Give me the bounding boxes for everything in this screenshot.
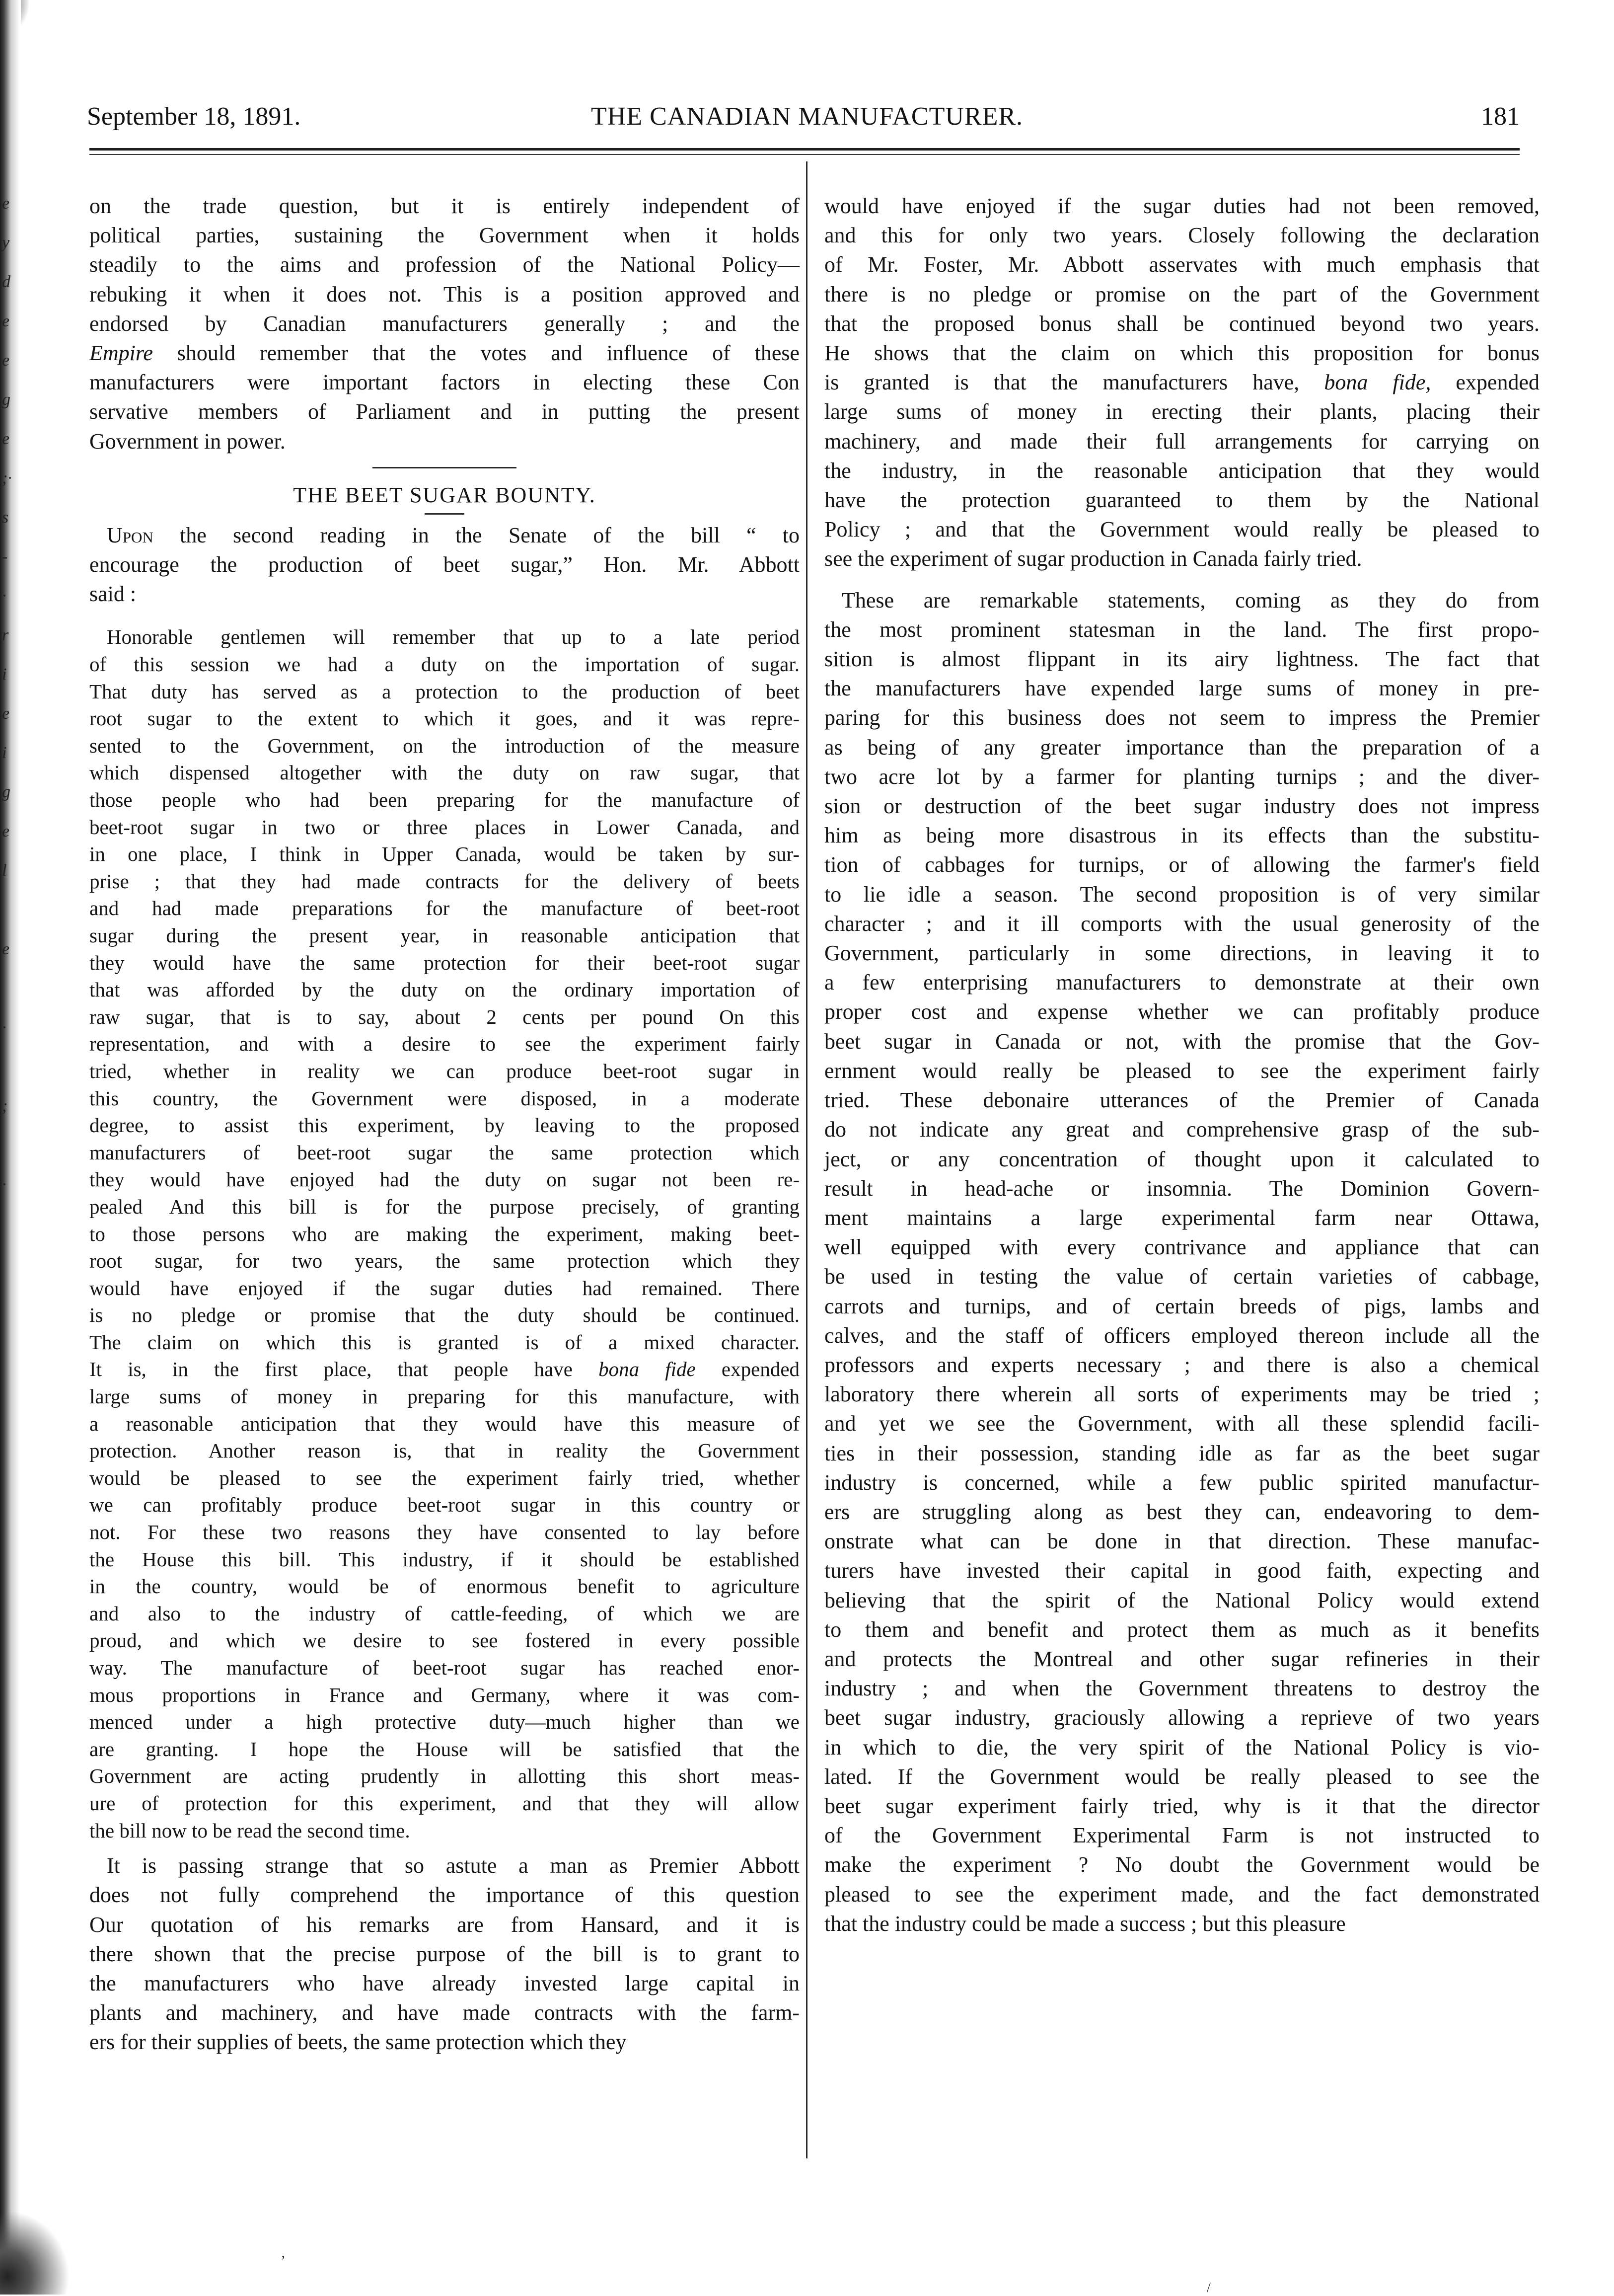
text-line: the House this bill. This industry, if it should be established [89,1547,800,1571]
text-line: sugar during the present year, in reasonable anticipation that [89,923,800,947]
text-line: root sugar, for two years, the same protection which they [89,1249,800,1273]
text-line: that the proposed bonus shall be continued beyond two years. [824,311,1540,336]
text-line: beet sugar in Canada or not, with the promise that the Gov- [824,1029,1540,1054]
text-line: on the trade question, but it is entirely independent of [89,194,800,218]
text-line: this country, the Government were disposed, in a moderate [89,1086,800,1110]
text-line: manufacturers were important factors in electing these Con [89,370,800,395]
margin-letter: · [2,1175,6,1194]
text-line: large sums of money in preparing for this manufacture, with [89,1385,800,1408]
margin-letter: e [2,194,10,213]
text-line: they would have the same protection for their beet-root sugar [89,951,800,974]
scan-shadow-bottom [0,2206,74,2295]
text-line: beet sugar industry, graciously allowing a reprieve of two years [824,1705,1540,1730]
text-line: two acre lot by a farmer for planting turnips ; and the diver- [824,764,1540,789]
margin-letter: · [2,587,6,605]
text-line: ers for their supplies of beets, the same protection which they [89,2030,627,2055]
text-line: encourage the production of beet sugar,” Hon. Mr. Abbott [89,552,800,577]
margin-letter: r [2,626,9,644]
text-line: of the Government Experimental Farm is not instructed to [824,1823,1540,1848]
text-line: It is passing strange that so astute a man as Premier Abbott [107,1853,800,1878]
senate-quotation [89,623,800,1844]
text-line: root sugar to the extent to which it goes, and it was repre- [89,707,800,730]
text-line: is no pledge or promise that the duty should be continued. [89,1303,800,1327]
margin-letter: ; [2,1097,8,1115]
text-line: The claim on which this is granted is of a mixed character. [89,1330,800,1354]
text-line: and had made preparations for the manufacture of beet-root [89,897,800,920]
margin-letter: s [2,508,9,527]
text-line: to lie idle a season. The second proposition is of very similar [824,882,1540,907]
text-line: Our quotation of his remarks are from Hansard, and it is [89,1912,800,1937]
text-line: would have enjoyed if the sugar duties had not been removed, [824,194,1540,218]
text-line: Government, particularly in some directions, in leaving it to [824,941,1540,966]
text-line: ment maintains a large experimental farm near Ottawa, [824,1205,1540,1230]
text-line: tried. These debonaire utterances of the Premier of Canada [824,1088,1540,1113]
paragraph-gap [89,609,800,623]
text-line: paring for this business does not seem to impress the Premier [824,705,1540,730]
text-line: to them and benefit and protect them as much as it benefits [824,1617,1540,1642]
text-line: tried, whether in reality we can produce beet-root sugar in [89,1059,800,1082]
text-line: the manufacturers have expended large sums of money in pre- [824,676,1540,701]
text-line: those people who had been preparing for the manufacture of [89,788,800,811]
publication-title: THE CANADIAN MANUFACTURER. [591,102,1024,131]
margin-letter [2,1126,17,1165]
text-line: manufacturers of beet-root sugar the same protection which [89,1141,800,1164]
text-line: do not indicate any great and comprehensive grasp of the sub- [824,1117,1540,1142]
margin-letter: l [2,861,7,880]
margin-letter: d [2,273,10,291]
text-line: Honorable gentlemen will remember that up to a late period [107,625,800,649]
text-line: the industry, in the reasonable anticipation that they would [824,458,1540,483]
text-line: of Mr. Foster, Mr. Abbott asservates with much emphasis that [824,252,1540,277]
margin-letter: g [2,390,10,409]
text-line: raw sugar, that is to say, about 2 cents per pound On this [89,1005,800,1028]
text-line: Government are acting prudently in allotting this short meas- [89,1764,800,1788]
margin-letter: e [2,312,10,330]
margin-letter: i [2,665,7,684]
stray-mark: / [1207,2280,1211,2296]
text-line: have the protection guaranteed to them by the National [824,488,1540,513]
text-line: lated. If the Government would be really pleased to see the [824,1764,1540,1789]
text-line: turers have invested their capital in good faith, expecting and [824,1558,1540,1583]
text-line: pleased to see the experiment made, and the fact demonstrated [824,1882,1540,1907]
margin-letter: e [2,704,10,723]
text-line: machinery, and made their full arrangements for carrying on [824,429,1540,454]
margin-letter: i [2,744,7,762]
text-line: beet sugar experiment fairly tried, why is it that the director [824,1793,1540,1818]
text-line: in one place, I think in Upper Canada, would be taken by sur- [89,842,800,866]
margin-letter: e [2,822,10,841]
margin-letter: - [2,547,8,566]
text-line: is granted is that the manufacturers have, bona fide, expended [824,370,1540,395]
text-line: that the industry could be made a success ; but this pleasure [824,1911,1346,1936]
text-line: as being of any greater importance than the preparation of a [824,735,1540,760]
text-line: Policy ; and that the Government would really be pleased to [824,517,1540,542]
text-line: pealed And this bill is for the purpose precisely, of granting [89,1195,800,1218]
text-line: and yet we see the Government, with all these splendid facili- [824,1411,1540,1436]
margin-letter: e [2,940,10,958]
text-line: does not fully comprehend the importance of this question [89,1883,800,1908]
text-line: endorsed by Canadian manufacturers generally ; and the [89,311,800,336]
text-line: Empire should remember that the votes and influence of these [89,341,800,366]
text-line: would be pleased to see the experiment fairly tried, whether [89,1466,800,1489]
text-line: see the experiment of sugar production in Canada fairly tried. [824,546,1362,571]
text-line: calves, and the staff of officers employed thereon include all the [824,1323,1540,1348]
paragraph-gap [89,1844,800,1851]
text-line: He shows that the claim on which this proposition for bonus [824,341,1540,366]
text-line: they would have enjoyed had the duty on sugar not been re- [89,1168,800,1191]
page-number: 181 [1481,102,1520,131]
header-rule-thin [89,154,1520,155]
text-line: well equipped with every contrivance and appliance that can [824,1235,1540,1260]
continued-paragraph [824,191,1540,574]
text-line: ject, or any concentration of thought upon it calculated to [824,1147,1540,1171]
text-line: way. The manufacture of beet-root sugar has reached enor- [89,1656,800,1679]
text-line: ernment would really be pleased to see the experiment fairly [824,1058,1540,1083]
text-line: we can profitably produce beet-root sugar in this country or [89,1493,800,1517]
stray-mark: ʼ [281,2253,286,2269]
text-line: character ; and it ill comports with the usual generosity of the [824,911,1540,936]
text-line: ure of protection for this experiment, and that they will allow [89,1791,800,1815]
text-line: would have enjoyed if the sugar duties had remained. There [89,1276,800,1300]
text-line: there shown that the precise purpose of the bill is to grant to [89,1941,800,1966]
text-line: These are remarkable statements, coming as they do from [842,588,1540,612]
intro-paragraph [89,191,800,456]
text-line: the bill now to be read the second time. [89,1819,410,1842]
margin-letter: e [2,351,10,370]
text-line: beet-root sugar in two or three places in Lower Canada, and [89,815,800,839]
text-line: a few enterprising manufacturers to demonstrate at their own [824,970,1540,995]
text-line: ties in their possession, standing idle as far as the beet sugar [824,1441,1540,1465]
margin-letter [2,969,17,1008]
text-line: are granting. I hope the House will be satisfied that the [89,1737,800,1760]
text-line: in which to die, the very spirit of the National Policy is vio- [824,1735,1540,1760]
text-line: menced under a high protective duty—much higher than we [89,1710,800,1734]
text-line: the manufacturers who have already invested large capital in [89,1971,800,1995]
text-line: industry is concerned, while a few public spirited manufactur- [824,1470,1540,1495]
text-line: professors and experts necessary ; and there is also a chemical [824,1352,1540,1377]
text-line: of this session we had a duty on the importation of sugar. [89,653,800,676]
text-line: tion of cabbages for turnips, or of allowing the farmer's field [824,852,1540,877]
text-line: Upon the second reading in the Senate of the bill “ to [107,523,800,547]
text-line: the most prominent statesman in the land. The first propo- [824,617,1540,642]
closing-paragraph [89,1851,800,2057]
right-column [824,191,1540,1938]
text-line: Government in power. [89,429,286,454]
text-line: degree, to assist this experiment, by leaving to the proposed [89,1114,800,1137]
text-line: mous proportions in France and Germany, where it was com- [89,1683,800,1706]
text-line: proper cost and expense whether we can profitably produce [824,999,1540,1024]
text-line: prise ; that they had made contracts for the delivery of beets [89,869,800,893]
margin-letter: g [2,783,10,801]
adjacent-page-margin-letters [2,184,17,1204]
section-separator-rule [372,467,516,468]
margin-letter: e [2,430,10,448]
text-line: proud, and which we desire to see fostered in every possible [89,1629,800,1652]
margin-letter: · [2,1018,6,1037]
text-line: It is, in the first place, that people have bona fide expended [89,1358,800,1381]
text-line: said : [89,582,137,607]
text-line: believing that the spirit of the National Policy would extend [824,1588,1540,1612]
column-divider [806,161,807,2158]
text-line: sition is almost flippant in its airy lightness. The fact that [824,647,1540,672]
text-line: rebuking it when it does not. This is a position approved and [89,282,800,306]
text-line: make the experiment ? No doubt the Government would be [824,1852,1540,1877]
text-line: him as being more disastrous in its effects than the substitu- [824,823,1540,848]
text-line: protection. Another reason is, that in reality the Government [89,1439,800,1462]
text-line: political parties, sustaining the Government when it holds [89,223,800,248]
text-line: result in head-ache or insomnia. The Dominion Govern- [824,1176,1540,1201]
text-line: industry ; and when the Government threatens to destroy the [824,1676,1540,1701]
text-line: representation, and with a desire to see the experiment fairly [89,1032,800,1056]
text-line: sion or destruction of the beet sugar industry does not impress [824,794,1540,819]
text-line: ers are struggling along as best they can, endeavoring to dem- [824,1499,1540,1524]
text-line: sented to the Government, on the introduction of the measure [89,734,800,757]
text-line: not. For these two reasons they have consented to lay before [89,1521,800,1544]
margin-letter: y [2,233,10,252]
section-title-underline [425,513,464,515]
text-line: and protects the Montreal and other sugar refineries in their [824,1646,1540,1671]
text-line: that was afforded by the duty on the ordinary importation of [89,978,800,1001]
text-line: carrots and turnips, and of certain breeds of pigs, lambs and [824,1294,1540,1318]
text-line: which dispensed altogether with the duty on raw sugar, that [89,761,800,784]
header-date: September 18, 1891. [87,102,301,131]
margin-letter [2,1047,17,1086]
text-line: onstrate what can be done in that direction. These manufac- [824,1529,1540,1554]
text-line: be used in testing the value of certain varieties of cabbage, [824,1264,1540,1289]
page-header [87,102,1520,137]
text-line: and also to the industry of cattle-feeding, of which we are [89,1602,800,1625]
text-line: a reasonable anticipation that they would have this measure of [89,1412,800,1435]
margin-letter: ;· [2,469,12,487]
text-line: to those persons who are making the experiment, making beet- [89,1222,800,1245]
text-line: servative members of Parliament and in putting the present [89,399,800,424]
text-line: large sums of money in erecting their plants, placing their [824,399,1540,424]
text-line: in the country, would be of enormous benefit to agriculture [89,1575,800,1598]
upon-paragraph [89,521,800,609]
text-line: steadily to the aims and profession of the National Policy— [89,252,800,277]
header-rule-thick [89,148,1520,151]
section-title: THE BEET SUGAR BOUNTY. [293,482,596,507]
commentary-paragraph [824,586,1540,1938]
text-line: laboratory there wherein all sorts of experiments may be tried ; [824,1382,1540,1407]
left-column [89,191,800,2057]
text-line: and this for only two years. Closely following the declaration [824,223,1540,248]
text-line: plants and machinery, and have made contracts with the farm- [89,2000,800,2025]
margin-letter [2,890,17,929]
text-line: there is no pledge or promise on the part of the Government [824,282,1540,306]
text-line: That duty has served as a protection to the production of beet [89,680,800,703]
paragraph-gap [824,574,1540,586]
